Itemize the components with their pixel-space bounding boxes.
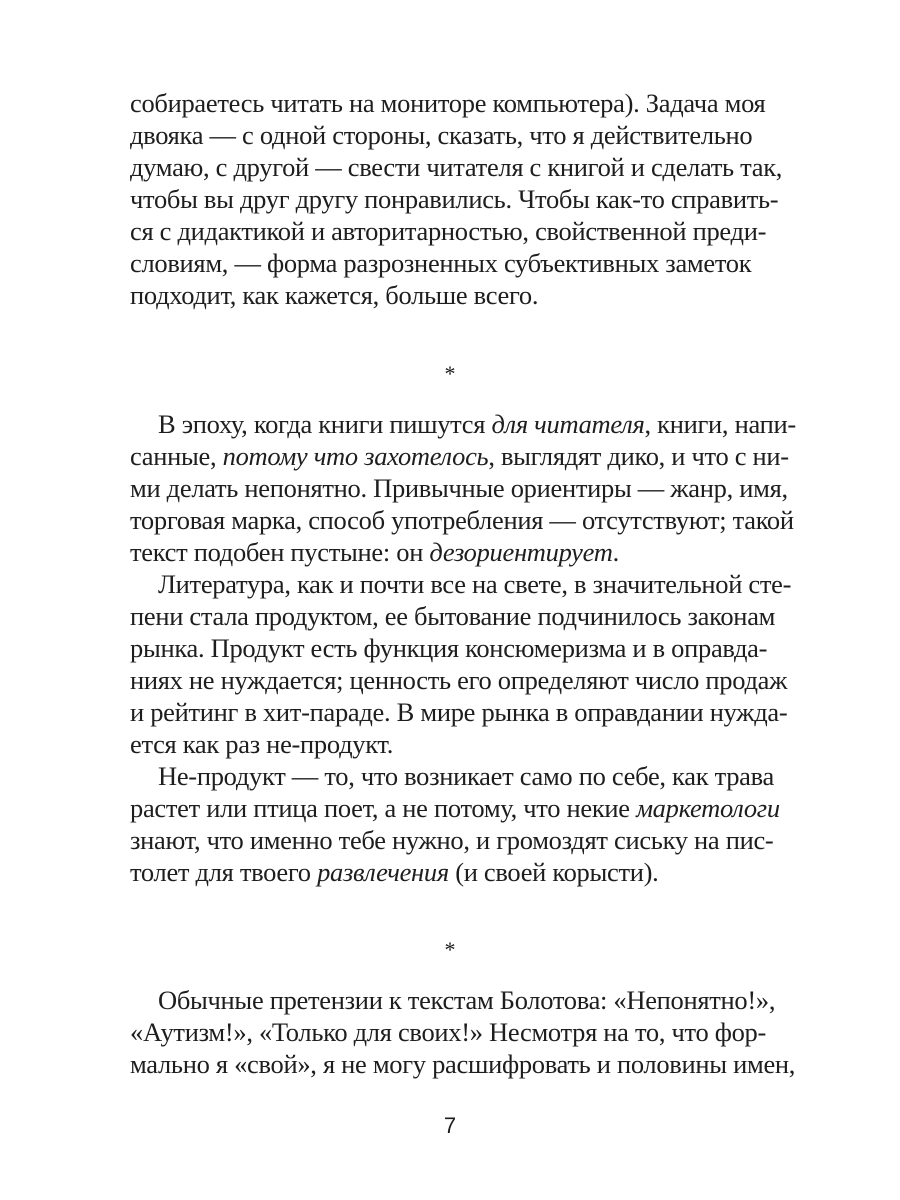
text-line: знают, что именно тебе нужно, и громоздят сиську на пис-	[130, 825, 774, 855]
text-line: ется как раз не-продукт.	[130, 729, 394, 759]
text-fragment: санные,	[130, 441, 223, 471]
text-fragment: толет для твоего	[130, 857, 318, 887]
text-line: подходит, как кажется, больше всего.	[130, 280, 539, 310]
text-fragment: .	[612, 537, 619, 567]
italic-text: для читателя	[491, 409, 645, 439]
text-line: Обычные претензии к текстам Болотова: «Непонятно!»,	[158, 985, 776, 1015]
text-line: мально я «свой», я не могу расшифровать и половины имен,	[130, 1049, 796, 1079]
italic-text: потому что захотелось	[222, 441, 489, 471]
text-line: Литература, как и почти все на свете, в значительной сте-	[158, 569, 792, 599]
text-fragment: , выглядят дико, и что с ни-	[488, 441, 789, 471]
text-line: торговая марка, способ употребления — отсутствуют; такой	[130, 505, 794, 535]
text-fragment: текст подобен пустыне: он	[130, 537, 430, 567]
text-line: «Аутизм!», «Только для своих!» Несмотря на то, что фор-	[130, 1017, 767, 1047]
section-separator: *	[444, 937, 456, 962]
text-line	[130, 440, 789, 472]
text-line: чтобы вы друг другу понравились. Чтобы как-то справить-	[130, 184, 779, 214]
page-number: 7	[443, 1113, 457, 1138]
text-line	[158, 408, 796, 440]
text-line: Не-продукт — то, что возникает само по себе, как трава	[158, 761, 774, 791]
text-line: пени стала продуктом, ее бытование подчинилось законам	[130, 601, 776, 631]
text-line: ниях не нуждается; ценность его определяют число продаж	[130, 665, 788, 695]
text-line	[130, 536, 750, 568]
text-line: словиям, — форма разрозненных субъективных заметок	[130, 248, 752, 278]
text-line: двояка — с одной стороны, сказать, что я действительно	[130, 120, 753, 150]
text-line: и рейтинг в хит-параде. В мире рынка в оправдании нужда-	[130, 697, 788, 727]
italic-text: дезориентирует	[429, 537, 613, 567]
text-fragment: (и своей корысти).	[448, 857, 659, 887]
text-line: собираетесь читать на мониторе компьютера). Задача моя	[130, 88, 766, 118]
text-line: думаю, с другой — свести читателя с книгой и сделать так,	[130, 152, 783, 182]
text-fragment: В эпоху, когда книги пишутся	[158, 409, 492, 439]
text-line	[130, 856, 750, 888]
text-line	[130, 792, 780, 824]
italic-text: развлечения	[317, 857, 449, 887]
text-fragment: растет или птица поет, а не потому, что некие	[130, 793, 637, 823]
text-fragment: , книги, напи-	[644, 409, 796, 439]
text-line: рынка. Продукт есть функция консюмеризма и в оправда-	[130, 633, 768, 663]
text-line: ми делать непонятно. Привычные ориентиры — жанр, имя,	[130, 473, 788, 503]
text-line: ся с дидактикой и авторитарностью, свойственной преди-	[130, 216, 767, 246]
italic-text: маркетологи	[636, 793, 780, 823]
section-separator: *	[444, 361, 456, 386]
